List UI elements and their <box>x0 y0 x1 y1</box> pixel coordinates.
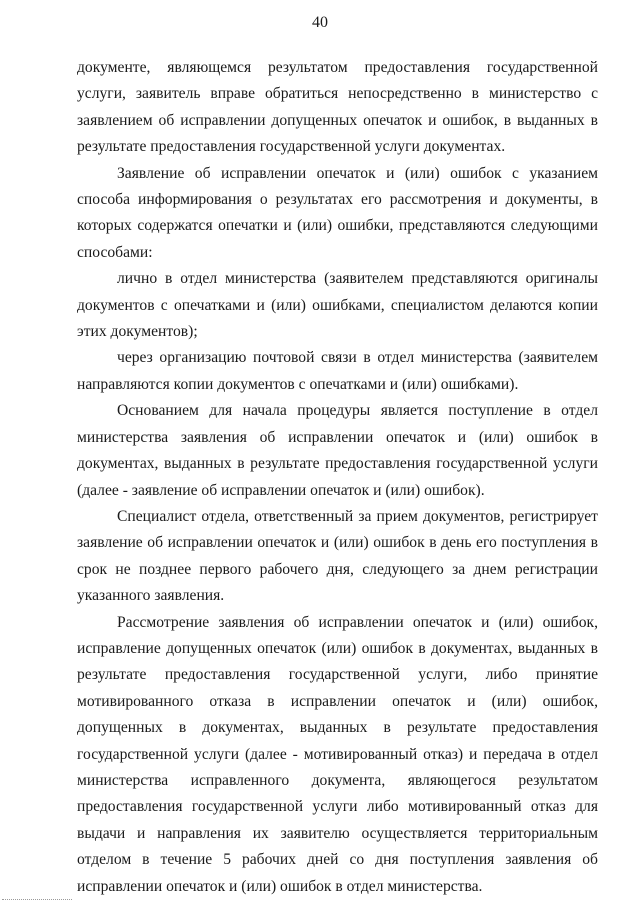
paragraph-in-person: лично в отдел министерства (заявителем представляются оригиналы документов с опечатками и (или) ошибками, специалистом делаются копии этих документов); <box>77 270 598 341</box>
paragraph-review: Рассмотрение заявления об исправлении опечаток и (или) ошибок, исправление допущенных опечаток (или) ошибок в документах, выданных в результате предоставления государственной услуги, либо принятие мотивированного отказа в исправлении опечаток и (или) ошибок, допущенных в документах, выданных в результате предоставления государственной услуги (далее - мотивированный отказ) и передача в отдел министерства исправленного документа, являющегося результатом предоставления государственной услуги либо мотивированный отказ для выдачи и направления их заявителю осуществляется территориальным отделом в течение 5 рабочих дней со дня поступления заявления об исправлении опечаток и (или) ошибок в отдел министерства. <box>77 613 598 895</box>
paragraph-by-post: через организацию почтовой связи в отдел министерства (заявителем направляются копии документов с опечатками и (или) ошибками). <box>77 349 598 393</box>
paragraph-application-methods: Заявление об исправлении опечаток и (или) ошибок с указанием способа информирования о результатах его рассмотрения и документы, в которых содержатся опечатки и (или) ошибки, представляются следующими способами: <box>77 164 598 261</box>
paragraph-continuation: документе, являющемся результатом предоставления государственной услуги, заявитель вправе обратиться непосредственно в министерство с заявлением об исправлении допущенных опечаток и ошибок, в выданных в результате предоставления государственной услуги документах. <box>77 59 598 156</box>
scan-artifact <box>2 899 72 903</box>
paragraph-procedure-basis: Основанием для начала процедуры является поступление в отдел министерства заявления об исправлении опечаток и (или) ошибок в документах, выданных в результате предоставления государственной услуги (далее - заявление об исправлении опечаток и (или) ошибок). <box>77 402 598 499</box>
document-body <box>77 55 598 900</box>
paragraph-registration: Специалист отдела, ответственный за прием документов, регистрирует заявление об исправлении опечаток и (или) ошибок в день его поступления в срок не позднее первого рабочего дня, следующего за днем регистрации указанного заявления. <box>77 507 598 605</box>
page-number: 40 <box>312 14 328 31</box>
